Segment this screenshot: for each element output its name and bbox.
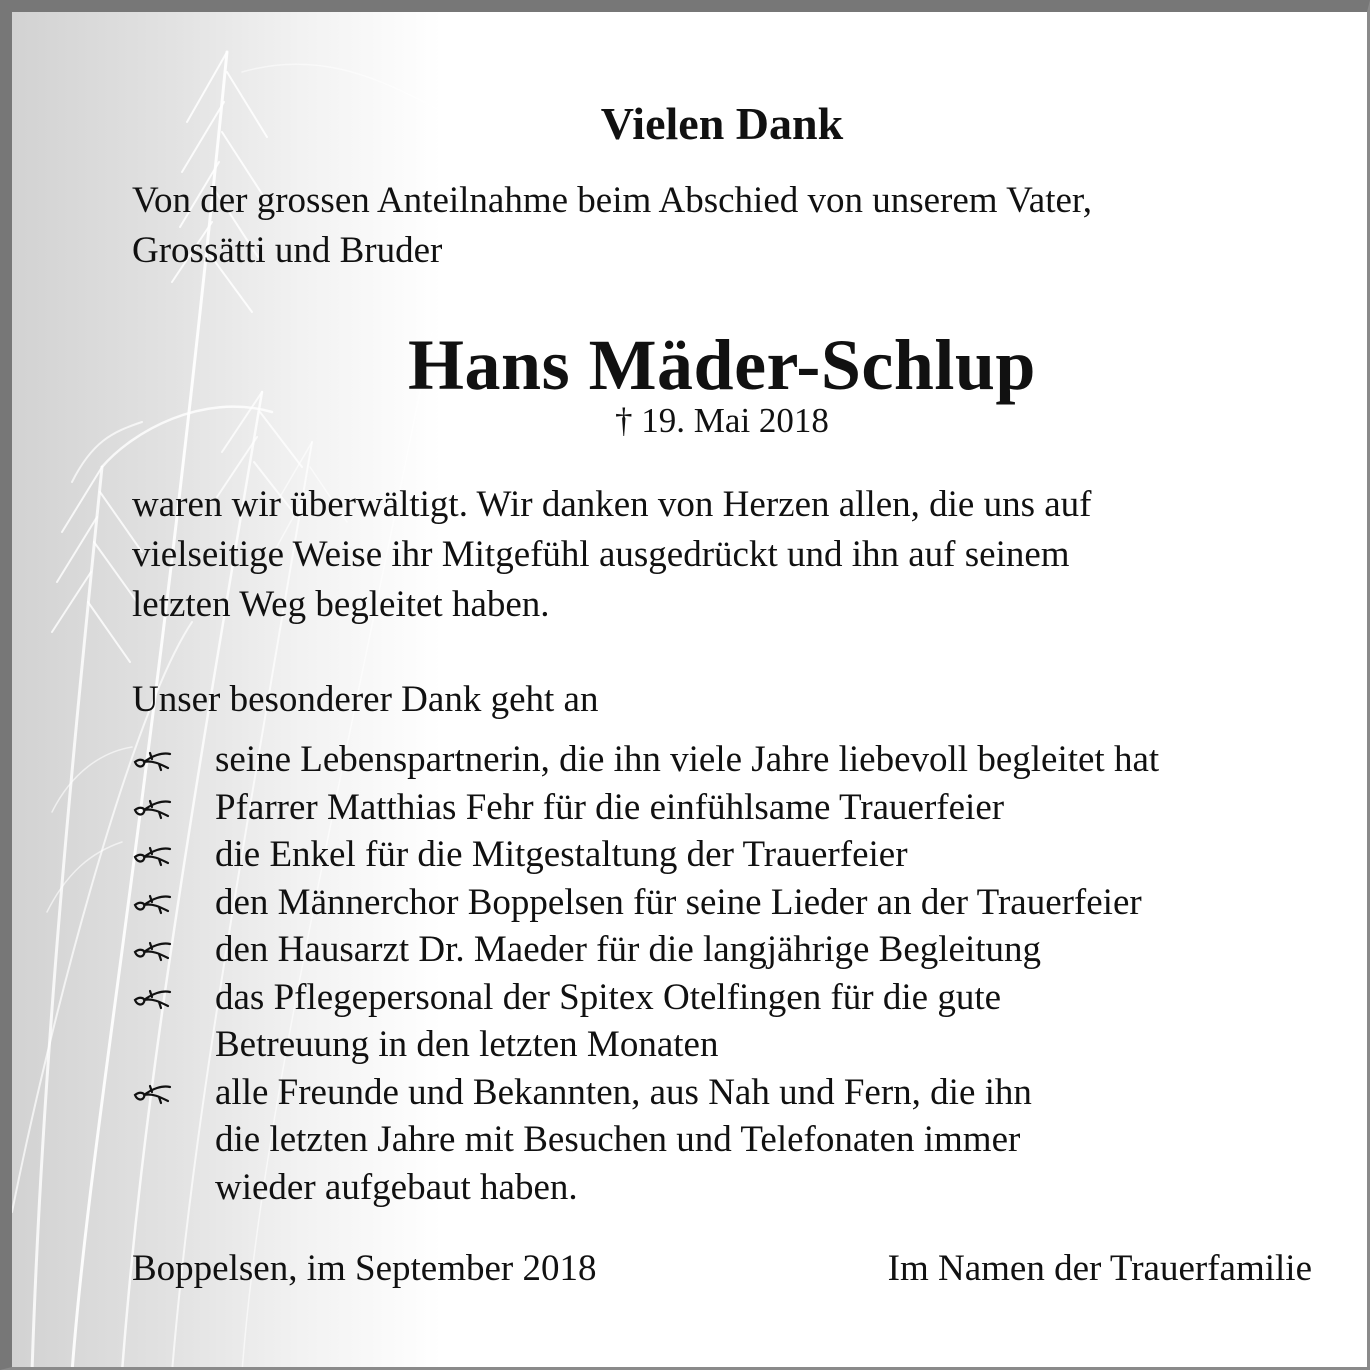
list-item — [132, 974, 1322, 1069]
list-item-line: wieder aufgebaut haben. — [215, 1166, 578, 1208]
card-heading: Vielen Dank — [600, 98, 844, 149]
intro-line: Von der grossen Anteilnahme beim Abschied von unserem Vater, — [132, 180, 1092, 221]
deceased-name: Hans Mäder-Schlup — [408, 325, 1036, 405]
card-content — [132, 12, 1312, 1370]
list-item — [132, 784, 1322, 832]
death-date: † 19. Mai 2018 — [615, 401, 829, 440]
list-item — [132, 831, 1322, 879]
special-thanks-intro: Unser besonderer Dank geht an — [132, 679, 599, 720]
list-item — [132, 926, 1322, 974]
ornament-leaf-icon — [132, 893, 172, 915]
list-item-line: die letzten Jahre mit Besuchen und Telefonaten immer — [215, 1119, 1021, 1160]
ornament-leaf-icon — [132, 988, 172, 1010]
list-item-line: seine Lebenspartnerin, die ihn viele Jahre liebevoll begleitet hat — [215, 739, 1160, 780]
place-date: Boppelsen, im September 2018 — [132, 1248, 597, 1289]
list-item — [132, 1069, 1322, 1212]
list-item-line: Pfarrer Matthias Fehr für die einfühlsame Trauerfeier — [215, 786, 1005, 828]
thanks-paragraph-line: letzten Weg begleitet haben. — [132, 584, 550, 625]
list-item-line: den Männerchor Boppelsen für seine Lieder an der Trauerfeier — [215, 881, 1142, 923]
special-thanks-list — [132, 736, 1322, 1211]
ornament-leaf-icon — [132, 940, 172, 962]
list-item — [132, 879, 1322, 927]
list-item — [132, 736, 1322, 784]
list-item-line: den Hausarzt Dr. Maeder für die langjährige Begleitung — [215, 929, 1042, 970]
thanks-paragraph-line: waren wir überwältigt. Wir danken von Herzen allen, die uns auf — [132, 484, 1092, 525]
list-item-line: Betreuung in den letzten Monaten — [215, 1024, 719, 1065]
list-item-line: alle Freunde und Bekannten, aus Nah und Fern, die ihn — [215, 1071, 1032, 1113]
ornament-leaf-icon — [132, 845, 172, 867]
intro-line: Grossätti und Bruder — [132, 230, 443, 271]
intro-paragraph — [132, 176, 1312, 276]
signature: Im Namen der Trauerfamilie — [887, 1248, 1312, 1289]
ornament-leaf-icon — [132, 750, 172, 772]
list-item-line: das Pflegepersonal der Spitex Otelfingen für die gute — [215, 976, 1002, 1018]
thanks-paragraph-line: vielseitige Weise ihr Mitgefühl ausgedrückt und ihn auf seinem — [132, 534, 1070, 575]
thanks-paragraph — [132, 480, 1312, 630]
list-item-line: die Enkel für die Mitgestaltung der Trauerfeier — [215, 834, 908, 875]
ornament-leaf-icon — [132, 1083, 172, 1105]
ornament-leaf-icon — [132, 798, 172, 820]
